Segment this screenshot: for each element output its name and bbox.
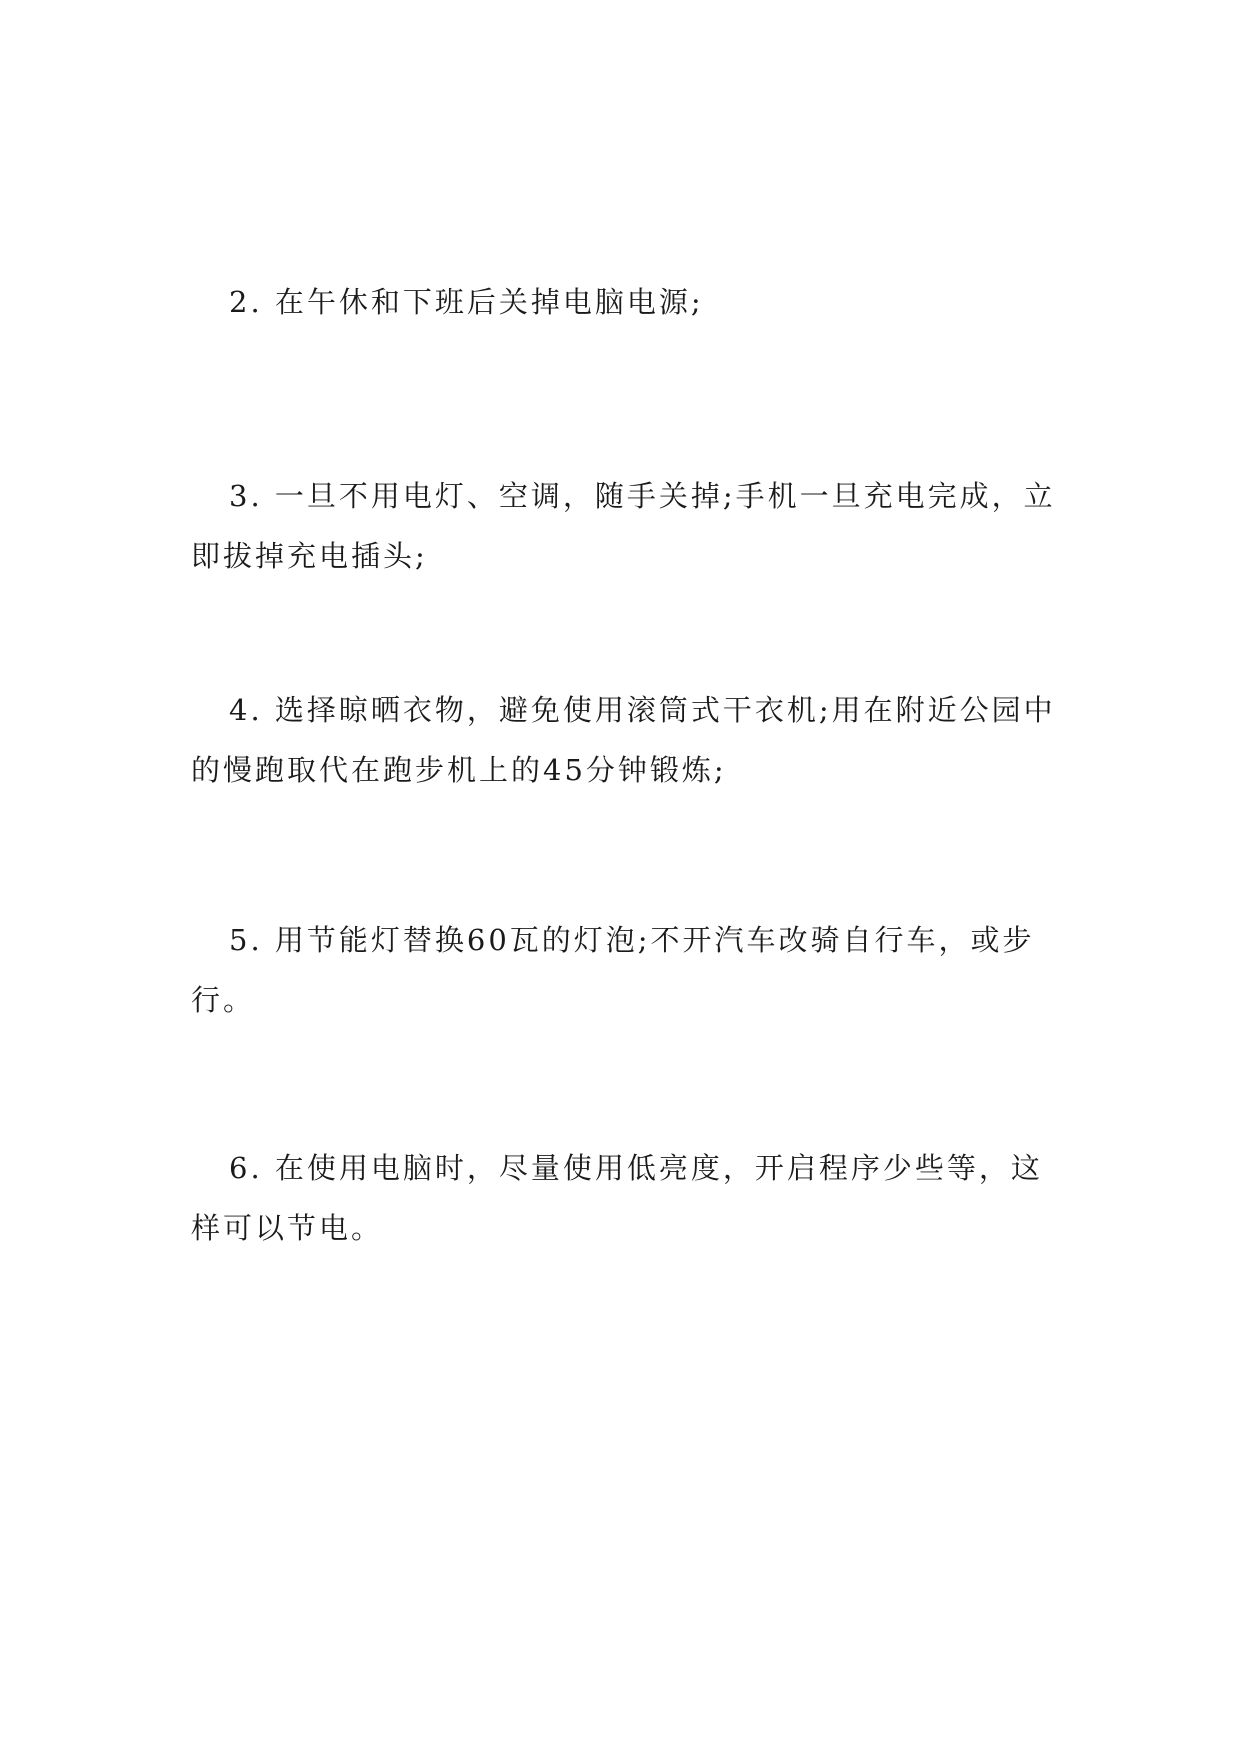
paragraph-item-2: 2. 在午休和下班后关掉电脑电源;	[229, 285, 704, 319]
paragraph-item-6: 6. 在使用电脑时，尽量使用低亮度，开启程序少些等，这样可以节电。	[191, 1151, 1043, 1245]
paragraph-item-3: 3. 一旦不用电灯、空调，随手关掉;手机一旦充电完成，立即拔掉充电插头;	[191, 479, 1056, 573]
paragraph-item-4: 4. 选择晾晒衣物，避免使用滚筒式干衣机;用在附近公园中的慢跑取代在跑步机上的45分钟锻炼;	[191, 693, 1056, 787]
paragraph-item-5: 5. 用节能灯替换60瓦的灯泡;不开汽车改骑自行车，或步行。	[191, 923, 1035, 1017]
